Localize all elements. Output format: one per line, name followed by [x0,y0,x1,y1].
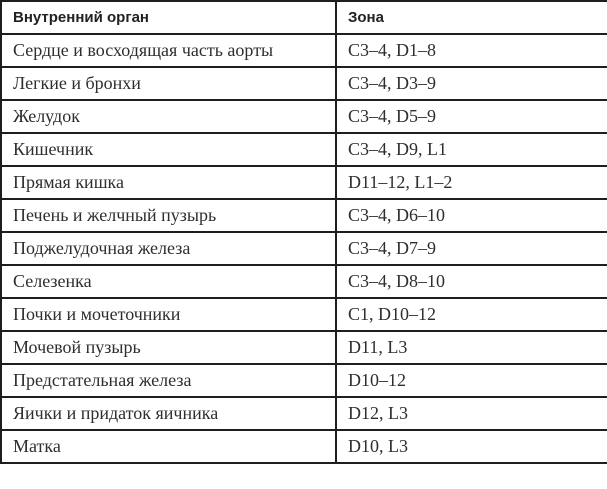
organ-cell: Поджелудочная железа [1,232,336,265]
table-row [1,232,607,265]
organ-cell: Мочевой пузырь [1,331,336,364]
table-row [1,430,607,463]
zone-cell: C3–4, D9, L1 [336,133,607,166]
zone-cell: D11, L3 [336,331,607,364]
table-row [1,364,607,397]
table-row [1,133,607,166]
organ-cell: Яички и придаток яичника [1,397,336,430]
table-row [1,199,607,232]
header-organ: Внутренний орган [1,1,336,34]
zone-cell: C3–4, D8–10 [336,265,607,298]
zone-cell: C3–4, D5–9 [336,100,607,133]
table-row [1,397,607,430]
zone-cell: D11–12, L1–2 [336,166,607,199]
zone-cell: C3–4, D6–10 [336,199,607,232]
organ-cell: Прямая кишка [1,166,336,199]
table-row [1,298,607,331]
organ-cell: Почки и мочеточники [1,298,336,331]
organ-cell: Селезенка [1,265,336,298]
organ-cell: Матка [1,430,336,463]
organ-cell: Предстательная железа [1,364,336,397]
table-row [1,166,607,199]
zone-cell: C3–4, D1–8 [336,34,607,67]
zone-cell: D10–12 [336,364,607,397]
zone-cell: C3–4, D7–9 [336,232,607,265]
organ-cell: Сердце и восходящая часть аорты [1,34,336,67]
table-row [1,67,607,100]
table-row [1,34,607,67]
table-row [1,100,607,133]
zone-cell: D10, L3 [336,430,607,463]
organ-cell: Печень и желчный пузырь [1,199,336,232]
table-row [1,331,607,364]
zone-cell: D12, L3 [336,397,607,430]
organ-cell: Кишечник [1,133,336,166]
organ-cell: Легкие и бронхи [1,67,336,100]
zone-cell: C1, D10–12 [336,298,607,331]
table-row [1,265,607,298]
zone-cell: C3–4, D3–9 [336,67,607,100]
organ-cell: Желудок [1,100,336,133]
header-zone: Зона [336,1,607,34]
header-row [1,1,607,34]
